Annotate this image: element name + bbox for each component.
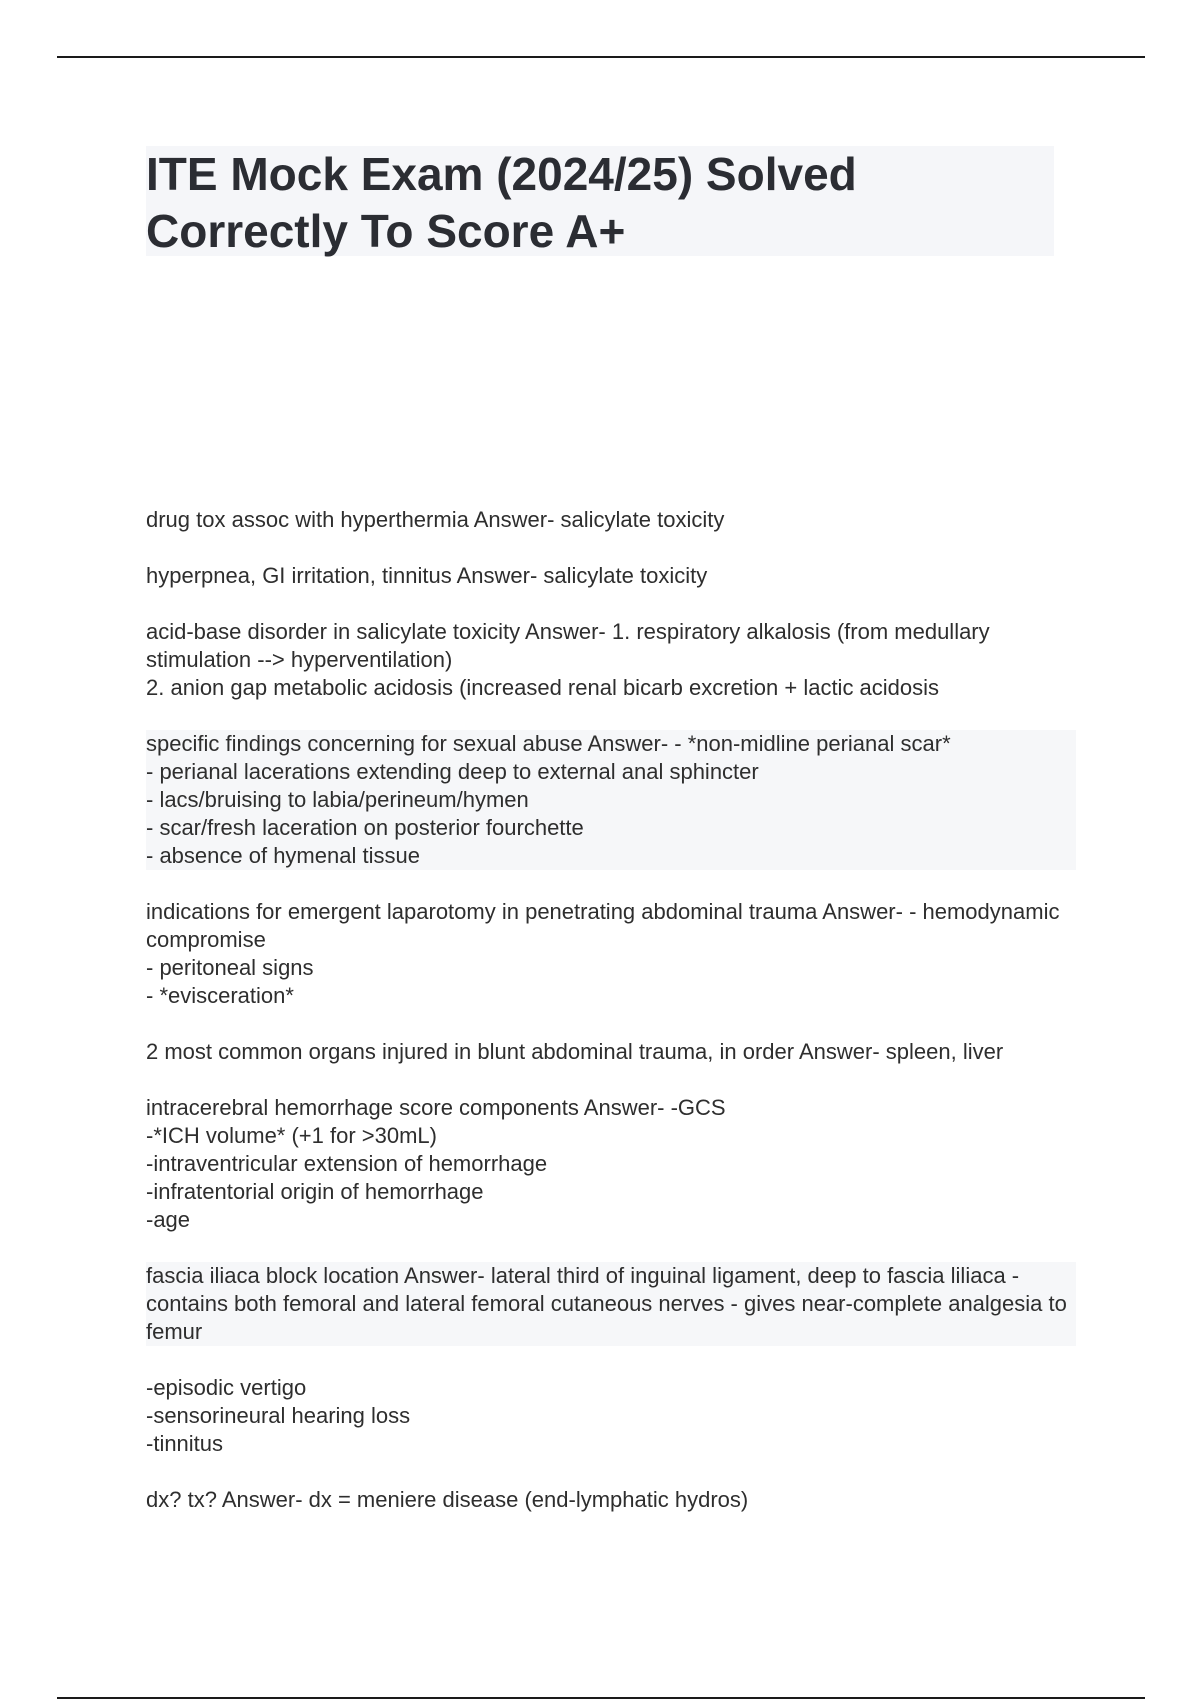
- qa-line: 2 most common organs injured in blunt abdominal trauma, in order Answer- spleen, liver: [146, 1039, 1004, 1064]
- qa-line: 2. anion gap metabolic acidosis (increased renal bicarb excretion + lactic acidosis: [146, 675, 940, 700]
- qa-item: [146, 506, 1076, 534]
- qa-item: [146, 730, 1076, 870]
- qa-item: [146, 1038, 1076, 1066]
- qa-line: specific findings concerning for sexual abuse Answer- - *non-midline perianal scar*: [146, 731, 951, 756]
- qa-item: [146, 1486, 1076, 1514]
- qa-line: - scar/fresh laceration on posterior fourchette: [146, 815, 584, 840]
- qa-item: [146, 1262, 1076, 1346]
- document-body: [146, 506, 1076, 1542]
- qa-line: -infratentorial origin of hemorrhage: [146, 1179, 484, 1204]
- qa-item: [146, 898, 1076, 1010]
- bottom-rule: [57, 1697, 1145, 1699]
- qa-line: - perianal lacerations extending deep to external anal sphincter: [146, 759, 759, 784]
- document-title: ITE Mock Exam (2024/25) Solved Correctly To Score A+: [146, 148, 857, 257]
- qa-item: [146, 562, 1076, 590]
- qa-line: -*ICH volume* (+1 for >30mL): [146, 1123, 437, 1148]
- qa-item: [146, 618, 1076, 702]
- qa-line: intracerebral hemorrhage score components Answer- -GCS: [146, 1095, 726, 1120]
- qa-line: acid-base disorder in salicylate toxicity Answer- 1. respiratory alkalosis (from medullary stimulation --> hyperventilation): [146, 619, 990, 672]
- qa-line: - *evisceration*: [146, 983, 294, 1008]
- qa-item: [146, 1094, 1076, 1234]
- top-rule: [57, 56, 1145, 58]
- qa-line: drug tox assoc with hyperthermia Answer- salicylate toxicity: [146, 507, 725, 532]
- qa-line: - peritoneal signs: [146, 955, 314, 980]
- qa-line: - absence of hymenal tissue: [146, 843, 420, 868]
- qa-line: -tinnitus: [146, 1431, 224, 1456]
- qa-line: - lacs/bruising to labia/perineum/hymen: [146, 787, 529, 812]
- qa-item: [146, 1374, 1076, 1458]
- qa-line: dx? tx? Answer- dx = meniere disease (end-lymphatic hydros): [146, 1487, 749, 1512]
- qa-line: -sensorineural hearing loss: [146, 1403, 411, 1428]
- qa-line: fascia iliaca block location Answer- lateral third of inguinal ligament, deep to fascia liliaca - contains both femoral and lateral femoral cutaneous nerves - gives near-complete analgesia to femur: [146, 1263, 1067, 1344]
- qa-line: -age: [146, 1207, 191, 1232]
- qa-line: -intraventricular extension of hemorrhage: [146, 1151, 548, 1176]
- qa-line: hyperpnea, GI irritation, tinnitus Answer- salicylate toxicity: [146, 563, 708, 588]
- qa-line: indications for emergent laparotomy in penetrating abdominal trauma Answer- - hemodynamic compromise: [146, 899, 1060, 952]
- title-block: [146, 146, 1054, 256]
- qa-line: -episodic vertigo: [146, 1375, 307, 1400]
